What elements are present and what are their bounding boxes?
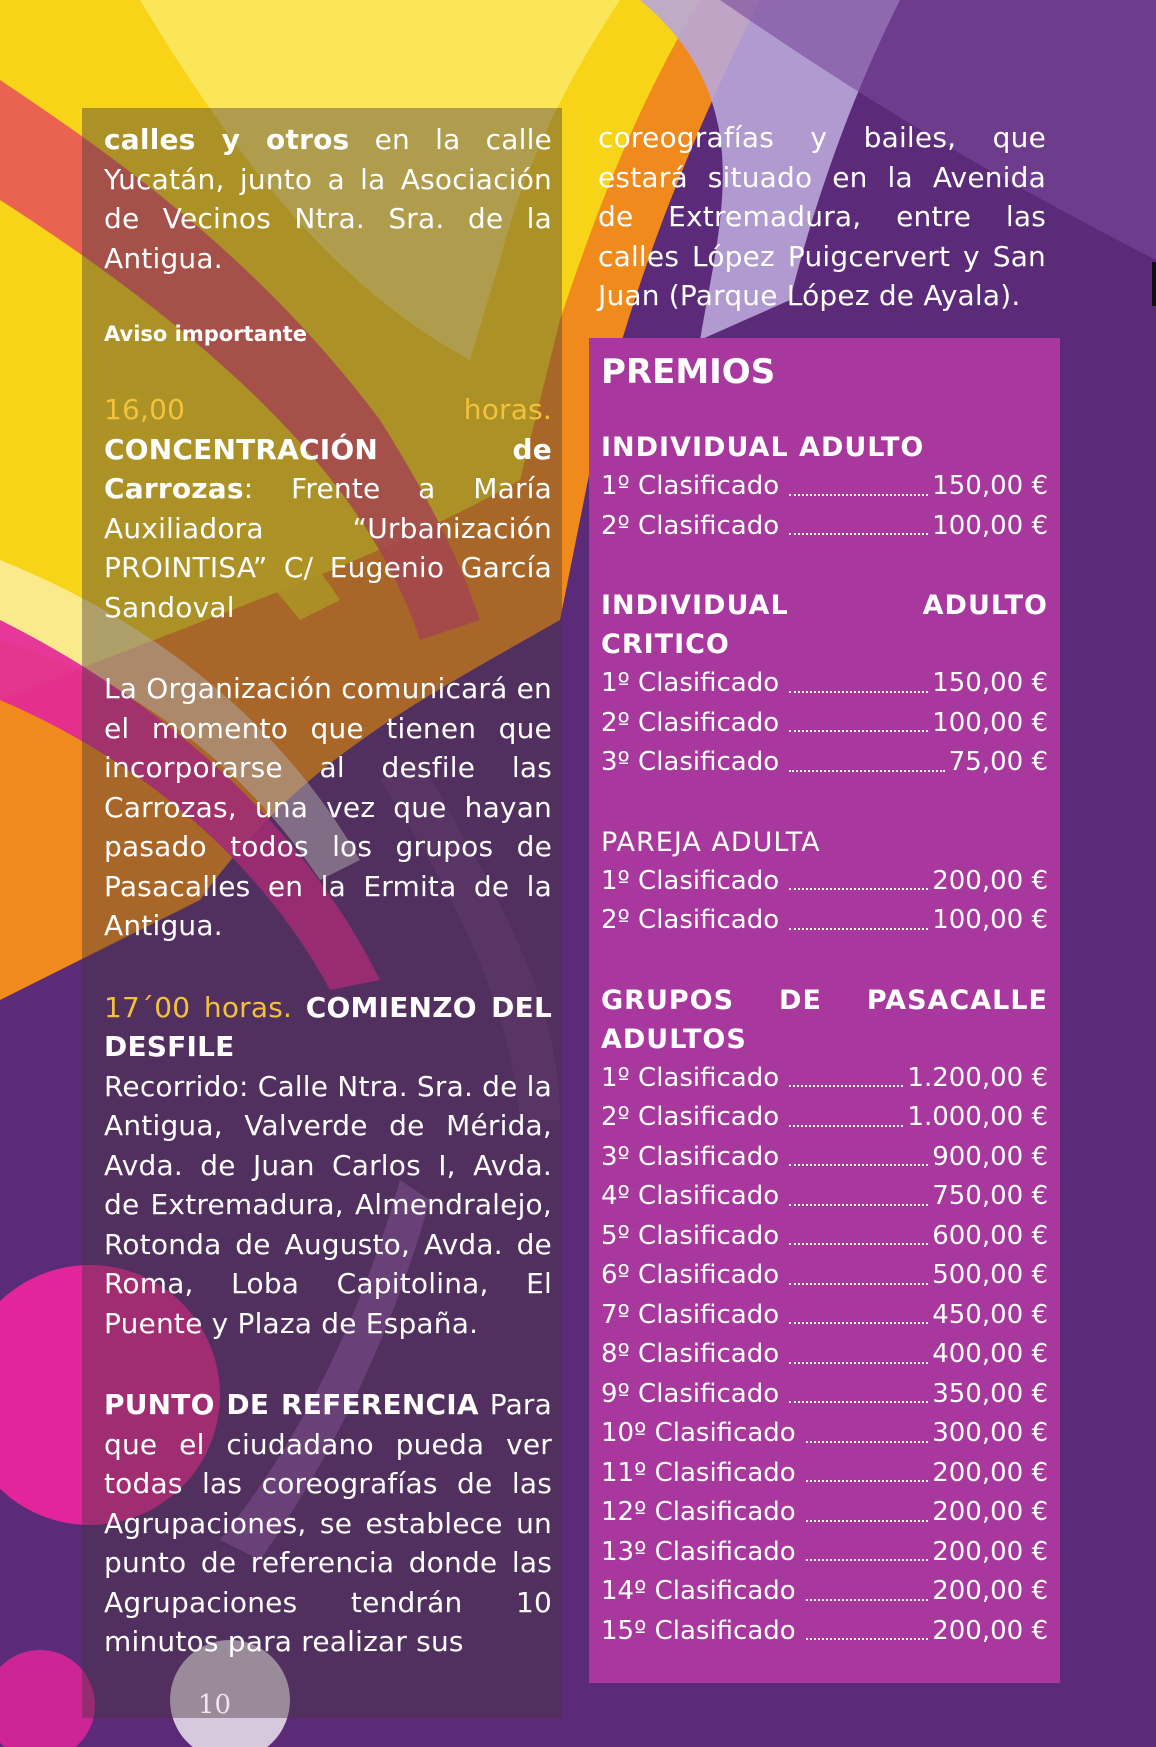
punto-text: Para que el ciudadano pueda ver todas las coreografías de las Agrupaciones, se establece un punto de referencia donde las Agrupaciones tendrán 10 minutos para realizar sus	[104, 1388, 552, 1658]
prize-row	[601, 1059, 1048, 1099]
page-number: 10	[198, 1690, 232, 1720]
category-name: PAREJA ADULTA	[601, 826, 821, 858]
continuation-paragraph: coreografías y bailes, que estará situado en la Avenida de Extremadura, entre las calles López Puigcervert y San Juan (Parque López de Ayala).	[598, 121, 1046, 312]
prize-amount: 600,00 €	[932, 1220, 1048, 1251]
prize-position: 6º Clasificado	[601, 1260, 780, 1290]
prize-row	[601, 1296, 1048, 1336]
comienzo-paragraph	[104, 988, 552, 1067]
right-text-continuation	[598, 118, 1046, 316]
prize-amount: 200,00 €	[932, 1536, 1048, 1567]
prize-amount: 900,00 €	[932, 1141, 1048, 1172]
prize-amount: 150,00 €	[932, 668, 1048, 698]
prize-row	[601, 743, 1048, 783]
punto-paragraph	[104, 1385, 552, 1662]
prize-position: 2º Clasificado	[601, 905, 780, 935]
prize-amount: 150,00 €	[932, 471, 1048, 501]
prize-amount: 200,00 €	[932, 1615, 1048, 1646]
intro-bold: calles y otros	[104, 123, 350, 156]
prize-amount: 300,00 €	[932, 1418, 1048, 1448]
prize-row	[601, 1098, 1048, 1138]
prize-amount: 350,00 €	[932, 1378, 1048, 1409]
prize-amount: 400,00 €	[932, 1339, 1048, 1369]
prize-row	[601, 664, 1048, 704]
prize-position: 2º Clasificado	[601, 1102, 780, 1132]
punto-bold: PUNTO DE REFERENCIA	[104, 1388, 479, 1421]
prize-amount: 200,00 €	[932, 1576, 1048, 1606]
concentracion-text: : Frente a María Auxiliadora “Urbanización PROINTISA” C/ Eugenio García Sandoval	[104, 472, 552, 624]
category-name: INDIVIDUAL ADULTO	[601, 432, 925, 463]
comienzo-time: 17´00 horas.	[104, 990, 293, 1024]
intro-paragraph	[104, 120, 552, 278]
prize-row	[601, 1256, 1048, 1296]
prize-row	[601, 1217, 1048, 1257]
prize-amount: 100,00 €	[932, 905, 1048, 935]
comienzo-bold: COMIENZO DEL DESFILE	[104, 990, 552, 1063]
prize-amount: 100,00 €	[932, 510, 1048, 541]
prize-position: 14º Clasificado	[601, 1576, 796, 1606]
prize-row	[601, 1454, 1048, 1494]
page-edge-mark	[1152, 262, 1156, 306]
prize-row	[601, 1493, 1048, 1533]
prize-position: 3º Clasificado	[601, 747, 780, 777]
prize-row	[601, 1138, 1048, 1178]
premios-box	[589, 338, 1060, 1683]
prize-amount: 500,00 €	[932, 1260, 1048, 1290]
organizacion-paragraph: La Organización comunicará en el momento que tienen que incorporarse al desfile las Carrozas, una vez que hayan pasado todos los grupos de Pasacalles en la Ermita de la Antigua.	[104, 672, 552, 942]
prize-position: 12º Clasificado	[601, 1497, 796, 1527]
recorrido-paragraph: Recorrido: Calle Ntra. Sra. de la Antigua, Valverde de Mérida, Avda. de Juan Carlos I, Avda. de Extremadura, Almendralejo, Rotonda de Augusto, Avda. de Roma, Loba Capitolina, El Puente y Plaza de España.	[104, 1069, 552, 1340]
prize-amount: 100,00 €	[932, 707, 1048, 738]
category-individual-adulto-critico	[601, 586, 1048, 783]
prize-position: 11º Clasificado	[601, 1457, 796, 1488]
prize-row	[601, 507, 1048, 547]
prize-row	[601, 1572, 1048, 1612]
prize-position: 15º Clasificado	[601, 1615, 796, 1646]
prize-position: 8º Clasificado	[601, 1339, 780, 1369]
prize-row	[601, 901, 1048, 941]
prize-position: 9º Clasificado	[601, 1378, 780, 1409]
prize-amount: 450,00 €	[932, 1299, 1048, 1330]
prize-position: 4º Clasificado	[601, 1181, 780, 1211]
concentracion-time: 16,00 horas.	[104, 393, 552, 426]
category-individual-adulto	[601, 428, 1048, 546]
category-name: INDIVIDUAL ADULTO CRITICO	[601, 590, 1048, 660]
prize-position: 5º Clasificado	[601, 1220, 780, 1251]
prize-row	[601, 1414, 1048, 1454]
prize-position: 13º Clasificado	[601, 1536, 796, 1567]
prize-amount: 750,00 €	[932, 1181, 1048, 1211]
category-pareja-adulta	[601, 823, 1048, 941]
concentracion-paragraph	[104, 390, 552, 627]
prize-position: 2º Clasificado	[601, 510, 780, 541]
prize-row	[601, 1177, 1048, 1217]
prize-position: 10º Clasificado	[601, 1418, 796, 1448]
prize-amount: 1.000,00 €	[907, 1102, 1048, 1132]
prize-position: 1º Clasificado	[601, 1062, 780, 1093]
prize-position: 1º Clasificado	[601, 471, 780, 501]
prize-amount: 200,00 €	[932, 1497, 1048, 1527]
prize-row	[601, 467, 1048, 507]
prize-position: 3º Clasificado	[601, 1141, 780, 1172]
prize-position: 7º Clasificado	[601, 1299, 780, 1330]
category-grupos-pasacalle-adultos	[601, 981, 1048, 1652]
aviso-heading: Aviso importante	[104, 322, 307, 346]
left-text-column	[82, 108, 562, 1718]
prize-row	[601, 1375, 1048, 1415]
intro-text: en la calle Yucatán, junto a la Asociación de Vecinos Ntra. Sra. de la Antigua.	[104, 123, 552, 275]
prize-amount: 75,00 €	[948, 747, 1048, 777]
prize-position: 2º Clasificado	[601, 707, 780, 738]
prize-amount: 1.200,00 €	[907, 1062, 1048, 1093]
prize-row	[601, 1533, 1048, 1573]
prize-row	[601, 862, 1048, 902]
concentracion-bold: CONCENTRACIÓN de Carrozas	[104, 432, 552, 505]
prize-row	[601, 1612, 1048, 1652]
prize-row	[601, 1335, 1048, 1375]
premios-title: PREMIOS	[601, 352, 776, 392]
prize-amount: 200,00 €	[932, 865, 1048, 896]
prize-amount: 200,00 €	[932, 1457, 1048, 1488]
prize-position: 1º Clasificado	[601, 668, 780, 698]
prize-position: 1º Clasificado	[601, 865, 780, 896]
category-name: GRUPOS DE PASACALLE ADULTOS	[601, 984, 1048, 1055]
prize-row	[601, 704, 1048, 744]
